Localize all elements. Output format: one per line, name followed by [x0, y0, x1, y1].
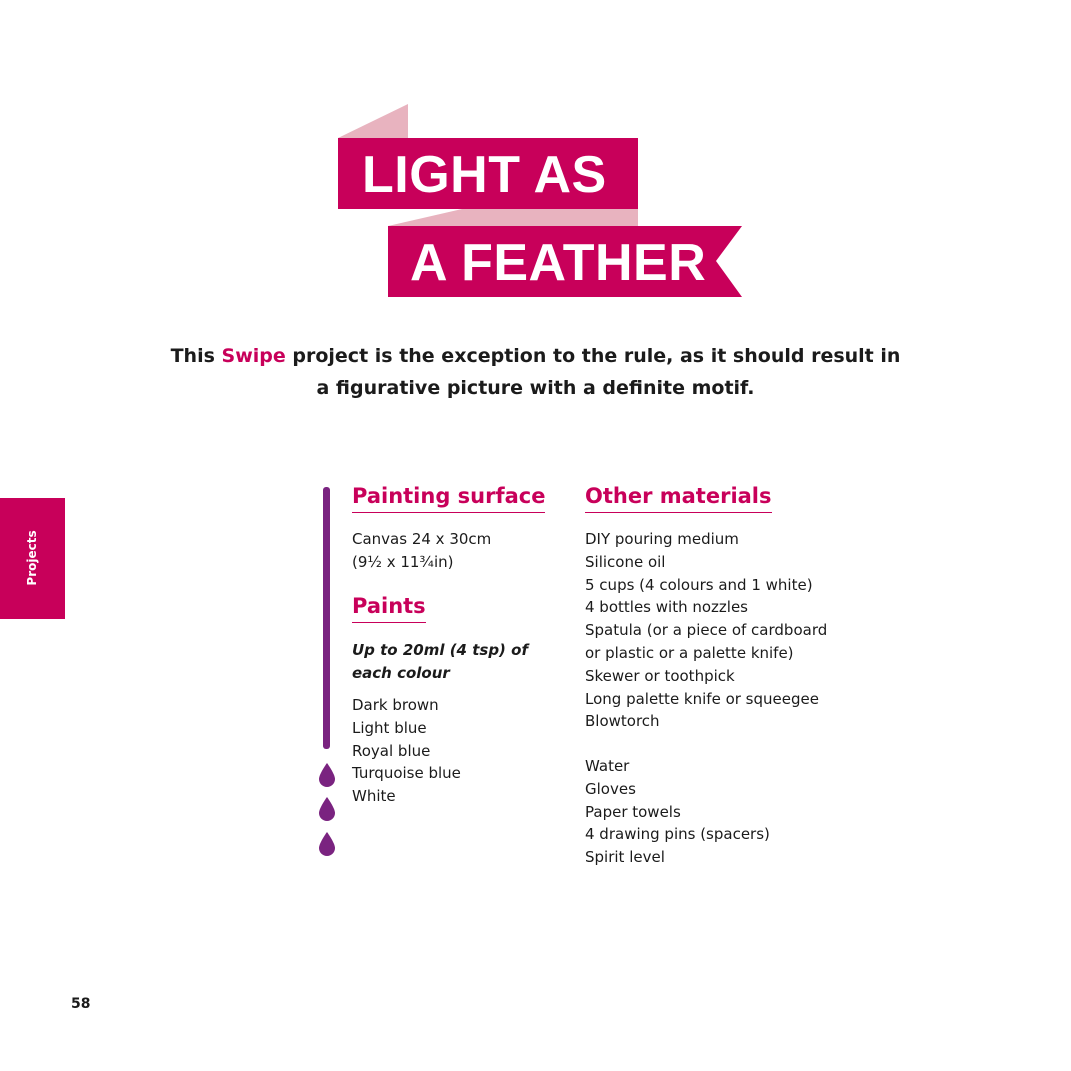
material-item: Silicone oil	[585, 552, 666, 571]
side-tab-label: Projects	[25, 530, 39, 586]
material-item: Gloves	[585, 779, 636, 798]
material-item: Long palette knife or squeegee	[585, 689, 819, 708]
material-item: 5 cups (4 colours and 1 white)	[585, 575, 813, 594]
material-item: 4 bottles with nozzles	[585, 598, 748, 617]
painting-surface-line: Canvas 24 x 30cm	[352, 530, 492, 548]
other-materials-list	[585, 528, 827, 733]
paint-drop-icon	[319, 763, 335, 787]
intro-paragraph	[150, 340, 921, 404]
material-item: DIY pouring medium	[585, 530, 739, 548]
intro-line-1	[150, 340, 921, 372]
paint-colour-item: White	[352, 787, 396, 806]
paint-drop-icon	[319, 797, 335, 821]
material-item: Blowtorch	[585, 712, 660, 731]
paints-note-line: Up to 20ml (4 tsp) of	[352, 641, 528, 659]
paints-note-line: each colour	[352, 663, 450, 682]
ribbon-shadow-middle	[388, 209, 638, 226]
other-materials-heading: Other materials	[585, 483, 772, 513]
paint-drip-bar	[323, 487, 330, 749]
material-item: Spatula (or a piece of cardboard	[585, 621, 828, 640]
painting-surface-text	[352, 528, 491, 574]
paint-colour-item: Light blue	[352, 718, 427, 737]
page-number: 58	[71, 996, 91, 1012]
paints-list	[352, 694, 461, 808]
intro-text-end: project is the exception to the rule, as it should result in	[285, 345, 901, 367]
material-item: 4 drawing pins (spacers)	[585, 825, 770, 844]
title-line-2: A FEATHER	[410, 234, 707, 292]
other-materials-list-2	[585, 755, 770, 869]
painting-surface-heading: Painting surface	[352, 483, 545, 513]
material-item: Spirit level	[585, 848, 665, 867]
material-item: Skewer or toothpick	[585, 666, 735, 685]
paint-colour-item: Dark brown	[352, 696, 439, 714]
title-line-1: LIGHT AS	[362, 146, 607, 204]
paints-heading: Paints	[352, 593, 426, 623]
intro-line-2: a figurative picture with a definite motif.	[316, 377, 755, 399]
material-item: or plastic or a palette knife)	[585, 643, 794, 662]
paint-colour-item: Turquoise blue	[352, 764, 461, 783]
intro-text-start: This	[170, 345, 222, 367]
ribbon-shadow-top	[338, 104, 408, 138]
paints-note	[352, 639, 528, 685]
material-item: Paper towels	[585, 802, 681, 821]
material-item: Water	[585, 757, 630, 775]
intro-highlight: Swipe	[221, 345, 286, 367]
painting-surface-line: (9½ x 11¾in)	[352, 552, 454, 571]
paint-drop-icon	[319, 832, 335, 856]
paint-colour-item: Royal blue	[352, 741, 431, 760]
